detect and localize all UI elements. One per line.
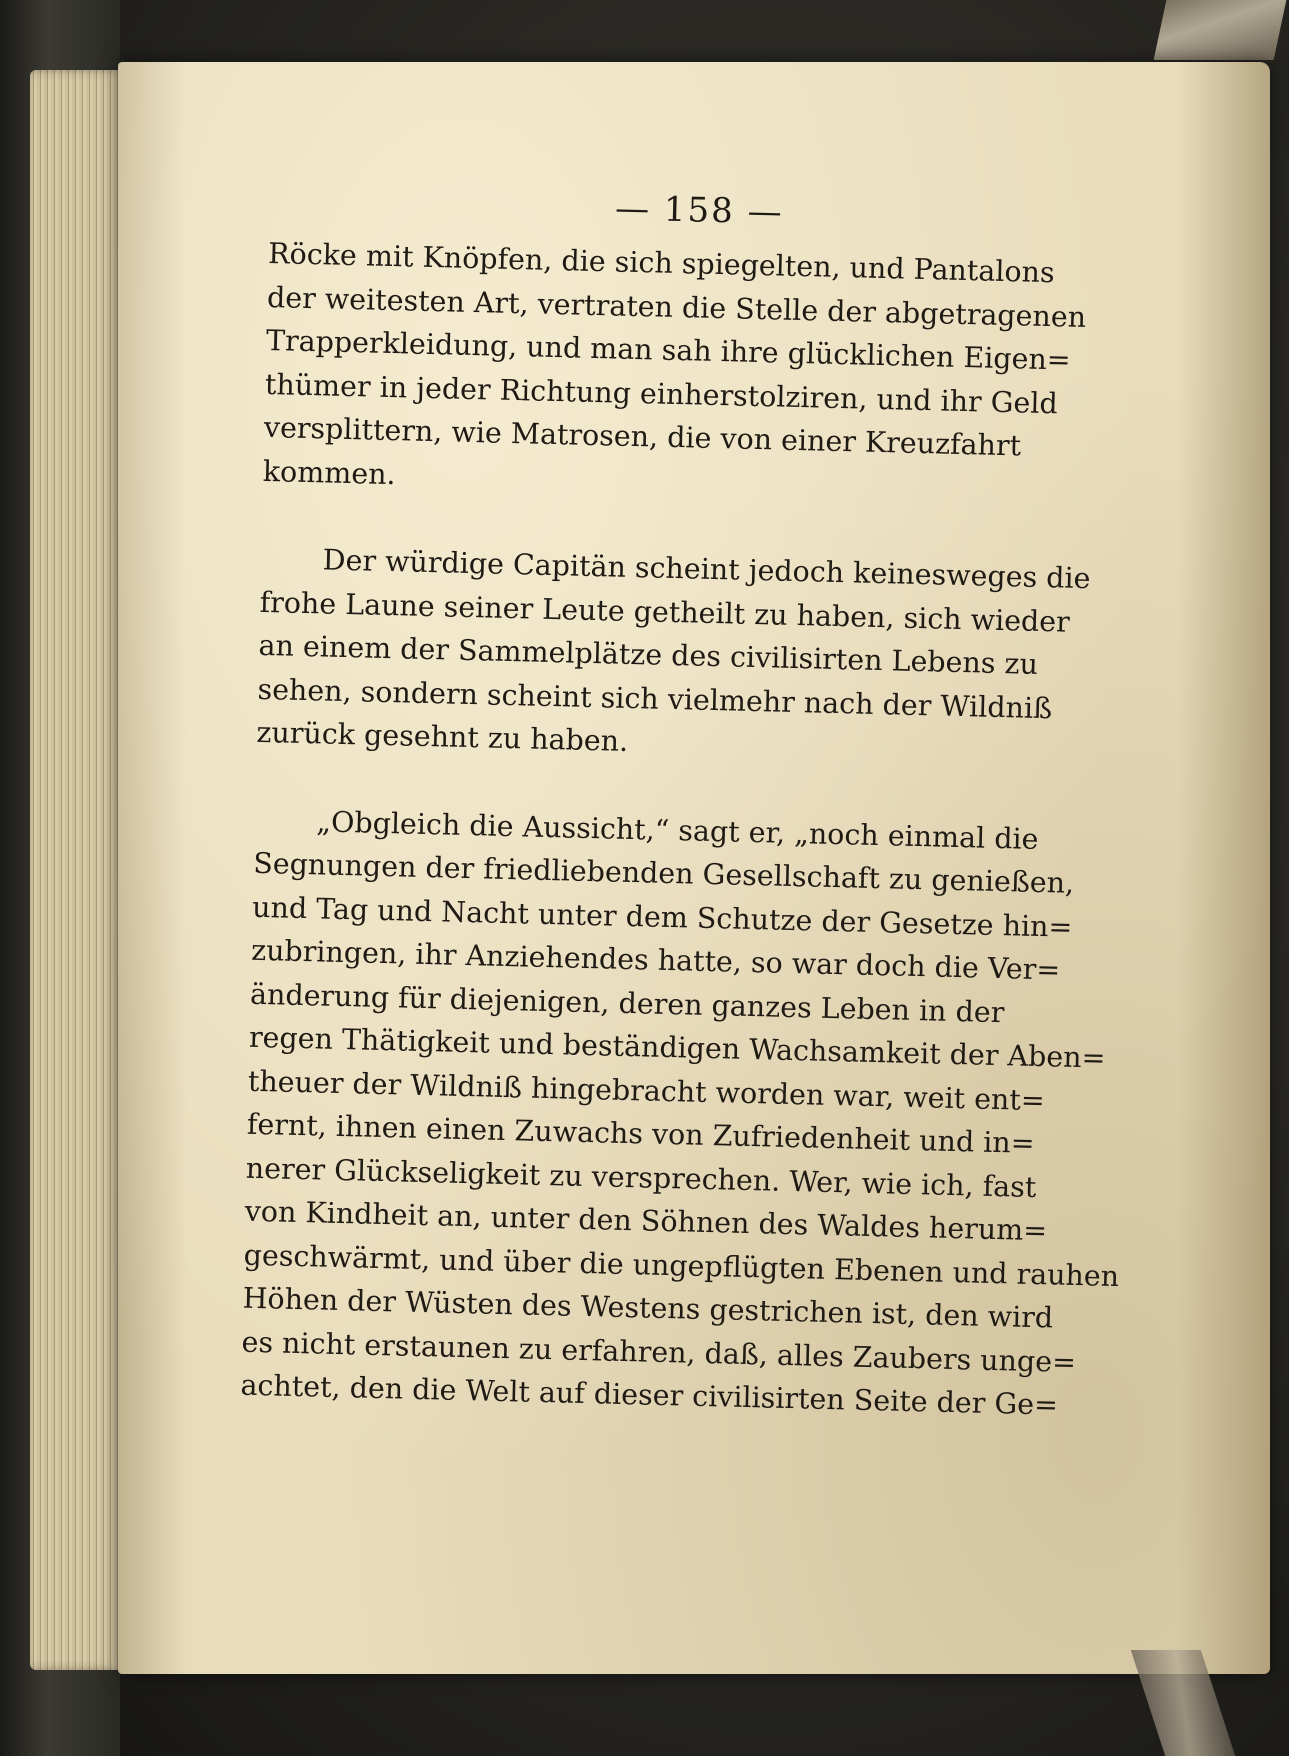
text-line: fernt, ihnen einen Zuwachs von Zufriedenheit und in= [246, 1107, 1035, 1160]
text-line: zurück gesehnt zu haben. [256, 715, 629, 758]
bookmark-ribbon-top [1154, 0, 1287, 60]
text-line: nerer Glückseligkeit zu versprechen. Wer, wie ich, fast [245, 1151, 1037, 1204]
paragraph-2 [256, 537, 1141, 776]
text-line: der weitesten Art, vertraten die Stelle der abgetragenen [266, 280, 1087, 334]
paragraph-1 [262, 232, 1148, 514]
text-line: regen Thätigkeit und beständigen Wachsamkeit der Aben= [248, 1020, 1106, 1075]
text-line: von Kindheit an, unter den Söhnen des Waldes herum= [244, 1194, 1048, 1248]
text-line: geschwärmt, und über die ungepflügten Ebenen und rauhen [243, 1238, 1120, 1293]
text-line: theuer der Wildniß hingebracht worden war, weit ent= [247, 1064, 1046, 1117]
text-line: an einem der Sammelplätze des civilisirten Lebens zu [258, 628, 1039, 681]
text-line: sehen, sondern scheint sich vielmehr nach der Wildniß [257, 672, 1053, 725]
text-line: zubringen, ihr Anziehendes hatte, so war doch die Ver= [250, 933, 1061, 987]
text-line: thümer in jeder Richtung einherstolziren, und ihr Geld [264, 367, 1059, 420]
text-line: Segnungen der friedliebenden Gesellschaft zu genießen, [252, 846, 1075, 900]
text-line: Trapperkleidung, und man sah ihre glücklichen Eigen= [265, 323, 1072, 377]
text-line: versplittern, wie Matrosen, die von einer Kreuzfahrt [263, 410, 1022, 463]
text-line: Röcke mit Knöpfen, die sich spiegelten, und Pantalons [267, 236, 1055, 290]
text-line: änderung für diejenigen, deren ganzes Leben in der [249, 977, 1005, 1029]
paragraph-3 [240, 798, 1135, 1428]
text-line: „Obgleich die Aussicht,“ sagt er, „noch einmal die [315, 804, 1039, 856]
text-line: Der würdige Capitän scheint jedoch keinesweges die [322, 543, 1091, 596]
text-line: kommen. [262, 454, 397, 491]
page-text [240, 180, 1150, 1429]
text-line: und Tag und Nacht unter dem Schutze der Gesetze hin= [251, 890, 1073, 944]
text-line: frohe Laune seiner Leute getheilt zu haben, sich wieder [259, 585, 1071, 639]
page-number: — 158 — [614, 188, 785, 233]
text-line: Höhen der Wüsten des Westens gestrichen ist, den wird [242, 1281, 1054, 1335]
text-line: es nicht erstaunen zu erfahren, daß, alles Zaubers unge= [241, 1325, 1077, 1379]
text-line: achtet, den die Welt auf dieser civilisirten Seite der Ge= [240, 1368, 1059, 1422]
